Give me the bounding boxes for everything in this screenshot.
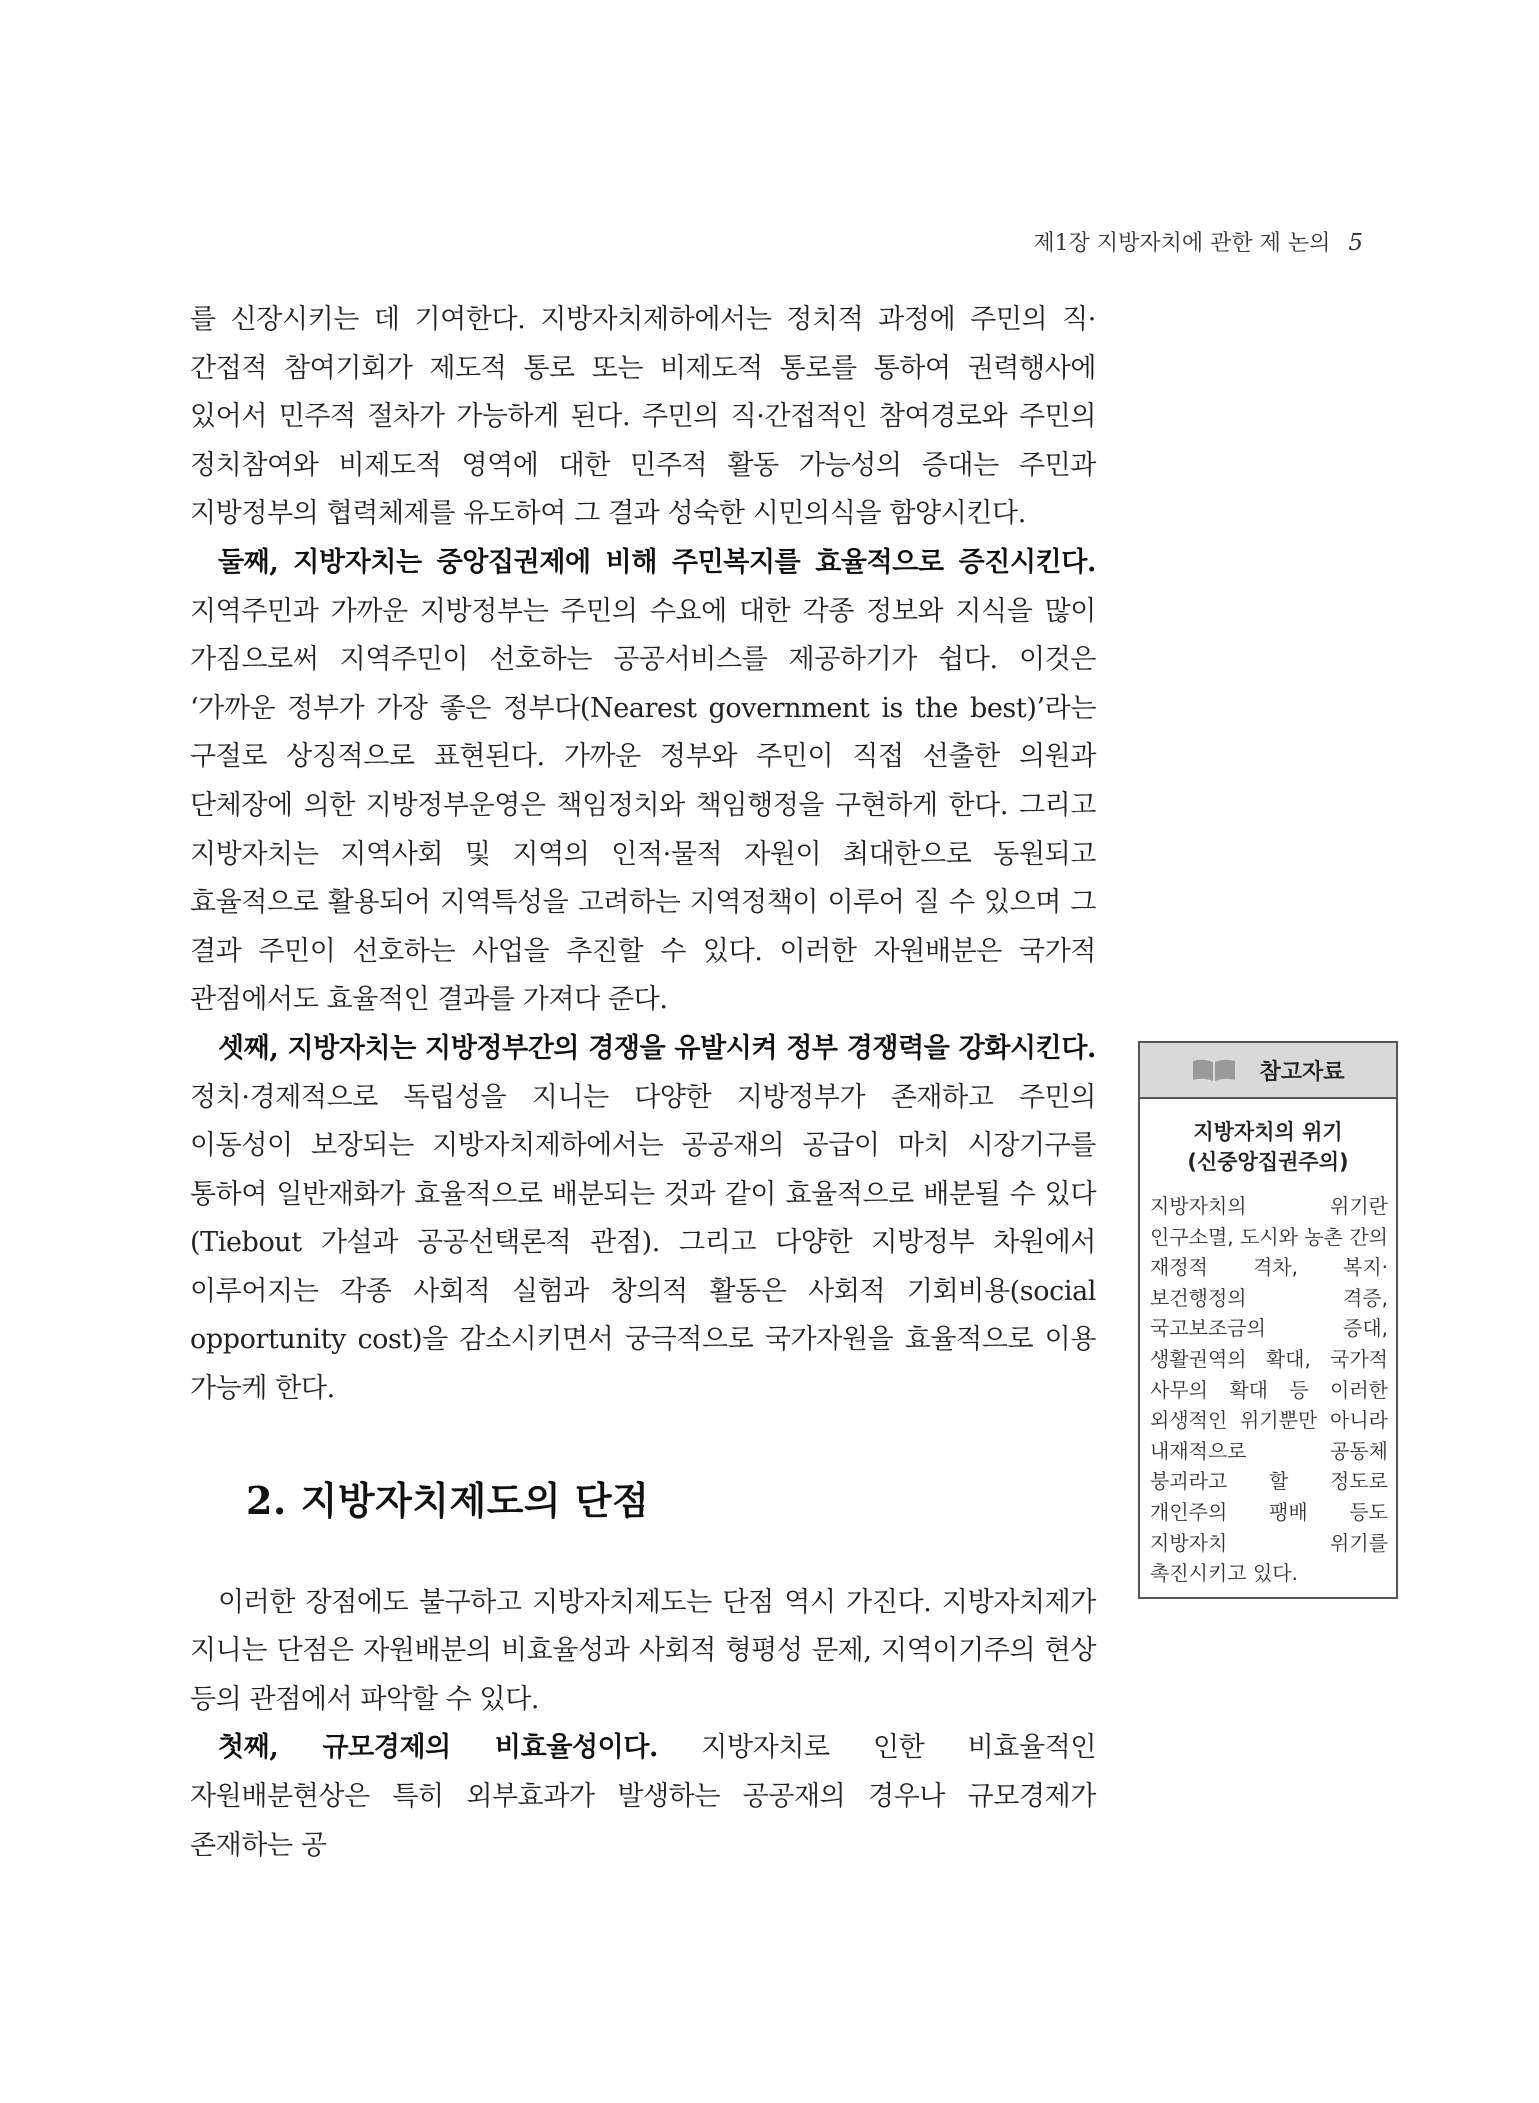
section-heading (246, 1470, 1096, 1525)
paragraph-5 (190, 1724, 1096, 1870)
reference-label: 참고자료 (1259, 1059, 1345, 1085)
paragraph-5-body: 지방자치로 인한 비효율적인 자원배분현상은 특히 외부효과가 발생하는 공공재의 경우나 규모경제가 존재하는 공 (190, 1732, 1096, 1861)
paragraph-5-lead: 첫째, 규모경제의 비효율성이다. (218, 1732, 659, 1764)
paragraph-3-lead: 셋째, 지방자치는 지방정부간의 경쟁을 유발시켜 정부 경쟁력을 강화시킨다. (218, 1032, 1096, 1064)
main-text-column (190, 296, 1096, 1870)
paragraph-3 (190, 1025, 1096, 1414)
book-icon (1191, 1058, 1237, 1082)
reference-title-line-1: 지방자치의 위기 (1193, 1120, 1343, 1144)
reference-title (1140, 1099, 1396, 1183)
paragraph-3-body: 정치·경제적으로 독립성을 지니는 다양한 지방정부가 존재하고 주민의 이동성이 보장되는 지방자치제하에서는 공공재의 공급이 마치 시장기구를 통하여 일반재화가 효율적으로 배분되는 것과 같이 효율적으로 배분될 수 있다(Tiebout 가설과 공공선택론적 관점). 그리고 다양한 지방정부 차원에서 이루어지는 각종 사회적 실험과 창의적 활동은 사회적 기회비용(social opportunity cost)을 감소시키면서 궁극적으로 국가자원을 효율적으로 이용 가능케 한다. (190, 1081, 1096, 1405)
reference-body: 지방자치의 위기란 인구소멸, 도시와 농촌 간의 재정적 격차, 복지·보건행정의 격증, 국고보조금의 증대, 생활권역의 확대, 국가적 사무의 확대 등 이러한 외생적인 위기뿐만 아니라 내재적으로 공동체 붕괴라고 할 정도로 개인주의 팽배 등도 지방자치 위기를 촉진시키고 있다. (1150, 1194, 1388, 1586)
reference-box (1138, 1041, 1398, 1599)
paragraph-4: 이러한 장점에도 불구하고 지방자치제도는 단점 역시 가진다. 지방자치제가 지니는 단점은 자원배분의 비효율성과 사회적 형평성 문제, 지역이기주의 현상 등의 관점에서 파악할 수 있다. (190, 1586, 1096, 1715)
paragraph-2 (190, 539, 1096, 1025)
running-head (1033, 226, 1363, 257)
paragraph-1: 를 신장시키는 데 기여한다. 지방자치제하에서는 정치적 과정에 주민의 직·간접적 참여기회가 제도적 통로 또는 비제도적 통로를 통하여 권력행사에 있어서 민주적 절차가 가능하게 된다. 주민의 직·간접적인 참여경로와 주민의 정치참여와 비제도적 영역에 대한 민주적 활동 가능성의 증대는 주민과 지방정부의 협력체제를 유도하여 그 결과 성숙한 시민의식을 함양시킨다. (190, 304, 1096, 530)
chapter-title: 제1장 지방자치에 관한 제 논의 (1033, 231, 1331, 256)
section-number: 2. (246, 1477, 287, 1523)
reference-title-line-2: (신중앙집권주의) (1187, 1150, 1349, 1174)
paragraph-2-body: 지역주민과 가까운 지방정부는 주민의 수요에 대한 각종 정보와 지식을 많이 가짐으로써 지역주민이 선호하는 공공서비스를 제공하기가 쉽다. 이것은 ‘가까운 정부가 가장 좋은 정부다(Nearest government is the best)’라는 구절로 상징적으로 표현된다. 가까운 정부와 주민이 직접 선출한 의원과 단체장에 의한 지방정부운영은 책임정치와 책임행정을 구현하게 한다. 그리고 지방자치는 지역사회 및 지역의 인적·물적 자원이 최대한으로 동원되고 효율적으로 활용되어 지역특성을 고려하는 지역정책이 이루어 질 수 있으며 그 결과 주민이 선호하는 사업을 추진할 수 있다. 이러한 자원배분은 국가적 관점에서도 효율적인 결과를 가져다 준다. (190, 595, 1096, 1016)
page-number: 5 (1348, 230, 1363, 256)
paragraph-2-lead: 둘째, 지방자치는 중앙집권제에 비해 주민복지를 효율적으로 증진시킨다. (218, 546, 1096, 578)
section-title: 지방자치제도의 단점 (300, 1477, 650, 1523)
reference-box-header (1140, 1043, 1396, 1099)
